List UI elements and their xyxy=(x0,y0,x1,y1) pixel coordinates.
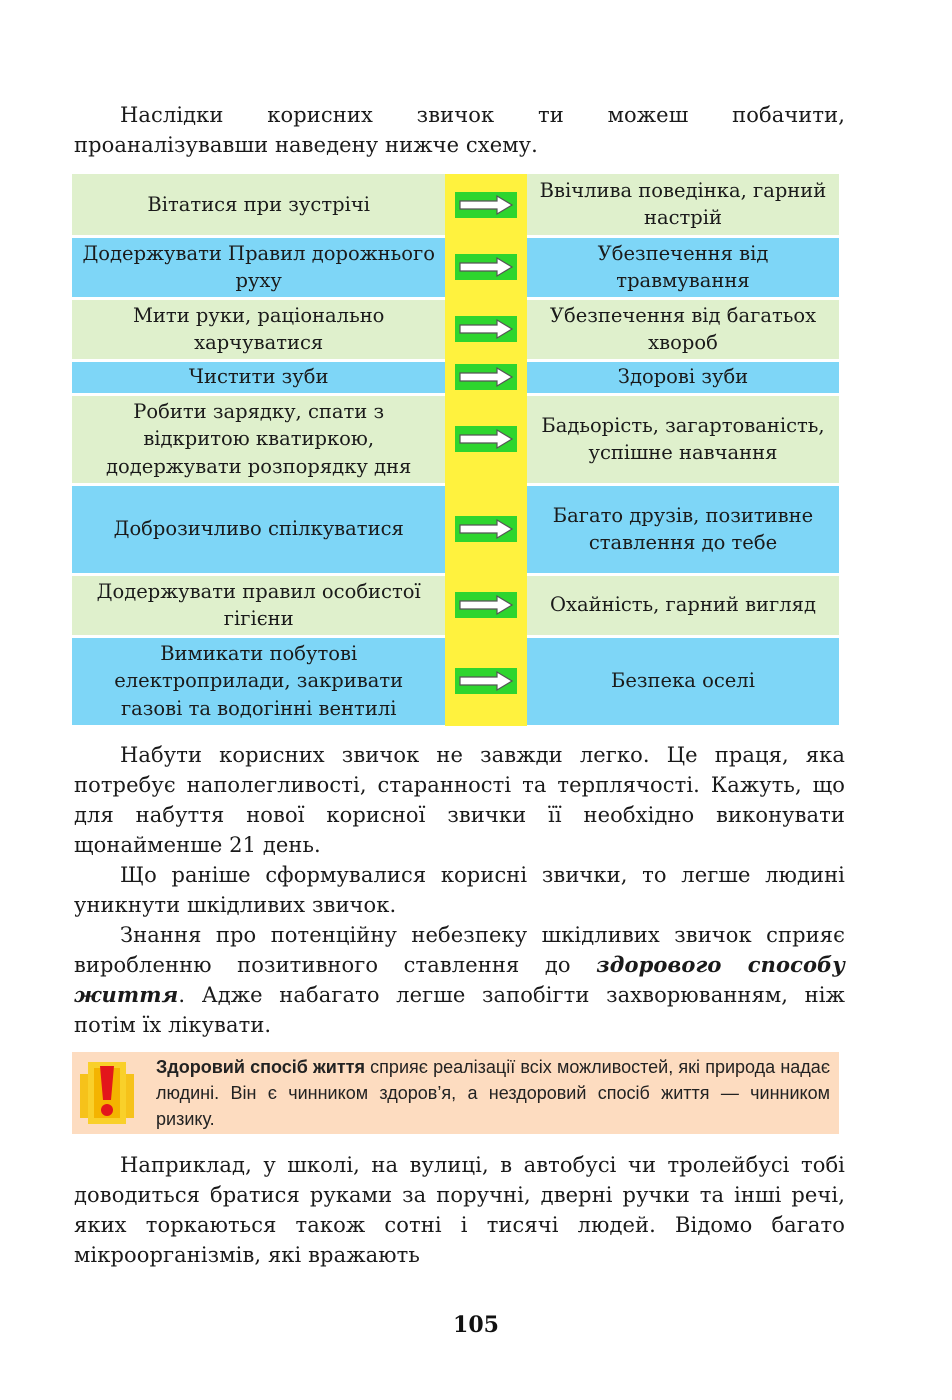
callout-body: сприяє реалізації всіх можливостей, які природа надає людині. Він є чинником здоров’я, а нездоровий спосіб життя — чинником ризику. xyxy=(156,1056,831,1129)
intro-paragraph: Наслідки корисних звичок ти можеш побачити, проаналізувавши наведену нижче схему. xyxy=(74,103,845,157)
result-cell: Убезпечення від травмування xyxy=(527,236,839,298)
paragraph-text-after: . Адже набагато легше запобігти захворюванням, ніж потім їх лікувати. xyxy=(74,982,845,1037)
paragraph-danger-knowledge xyxy=(74,920,845,1040)
result-cell: Ввічлива поведінка, гарний настрій xyxy=(527,174,839,236)
result-cell: Бадьорість, загартованість, успішне навчання xyxy=(527,394,839,484)
table-row xyxy=(72,394,839,484)
paragraph-habits-effort: Набути корисних звичок не завжди легко. Це праця, яка потребує наполегливості, старанності та терплячості. Кажуть, що для набуття нової корисної звички її необхідно виконувати щонайменше 21 день. xyxy=(74,742,845,857)
paragraph-text-before: Знання про потенційну небезпеку шкідливих звичок сприяє виробленню позитивного ставлення до xyxy=(74,922,845,977)
page-content xyxy=(74,100,845,1270)
result-cell: Безпека оселі xyxy=(527,636,839,726)
arrow-cell xyxy=(445,298,527,360)
paragraph-early-habits: Що раніше сформувалися корисні звички, то легше людині уникнути шкідливих звичок. xyxy=(74,862,845,917)
table-row xyxy=(72,236,839,298)
table-row xyxy=(72,298,839,360)
table-row xyxy=(72,574,839,636)
callout-bold-term: Здоровий спосіб життя xyxy=(156,1056,365,1077)
result-cell: Убезпечення від багатьох хвороб xyxy=(527,298,839,360)
arrow-cell xyxy=(445,236,527,298)
arrow-right-icon xyxy=(455,592,517,618)
habit-cell: Вимикати побутові електроприлади, закривати газові та водогінні вентилі xyxy=(72,636,445,726)
arrow-right-icon xyxy=(455,192,517,218)
arrow-cell xyxy=(445,360,527,394)
table-row xyxy=(72,636,839,726)
callout-text xyxy=(156,1054,830,1132)
habit-cell: Додержувати правил особистої гігієни xyxy=(72,574,445,636)
habit-cell: Чистити зуби xyxy=(72,360,445,394)
habit-cell: Додержувати Правил дорожнього руху xyxy=(72,236,445,298)
arrow-right-icon xyxy=(455,364,517,390)
arrow-cell xyxy=(445,636,527,726)
arrow-cell xyxy=(445,174,527,236)
result-cell: Багато друзів, позитивне ставлення до тебе xyxy=(527,484,839,574)
habits-table-body xyxy=(72,174,839,726)
habit-cell: Вітатися при зустрічі xyxy=(72,174,445,236)
habit-cell: Доброзичливо спілкуватися xyxy=(72,484,445,574)
table-row xyxy=(72,484,839,574)
body-text xyxy=(74,740,845,1040)
table-row xyxy=(72,174,839,236)
habit-cell: Робити зарядку, спати з відкритою кватиркою, додержувати розпорядку дня xyxy=(72,394,445,484)
arrow-right-icon xyxy=(455,426,517,452)
arrow-cell xyxy=(445,394,527,484)
habits-table xyxy=(72,174,839,728)
arrow-right-icon xyxy=(455,316,517,342)
habit-cell: Мити руки, раціонально харчуватися xyxy=(72,298,445,360)
result-cell: Здорові зуби xyxy=(527,360,839,394)
arrow-cell xyxy=(445,574,527,636)
table-row xyxy=(72,360,839,394)
paragraph-microorganisms: Наприклад, у школі, на вулиці, в автобусі чи тролейбусі тобі доводиться братися руками за поручні, дверні ручки та інші речі, яких торкаються також сотні і тисячі людей. Відомо багато мікроорганізмів, які вражають xyxy=(74,1152,845,1267)
arrow-right-icon xyxy=(455,668,517,694)
page-number: 105 xyxy=(453,1312,499,1338)
emphasis-healthy-lifestyle: здорового способу життя xyxy=(74,951,845,1007)
info-callout xyxy=(72,1052,839,1134)
arrow-right-icon xyxy=(455,254,517,280)
exclamation-icon xyxy=(80,1060,134,1126)
arrow-cell xyxy=(445,484,527,574)
arrow-right-icon xyxy=(455,516,517,542)
result-cell: Охайність, гарний вигляд xyxy=(527,574,839,636)
